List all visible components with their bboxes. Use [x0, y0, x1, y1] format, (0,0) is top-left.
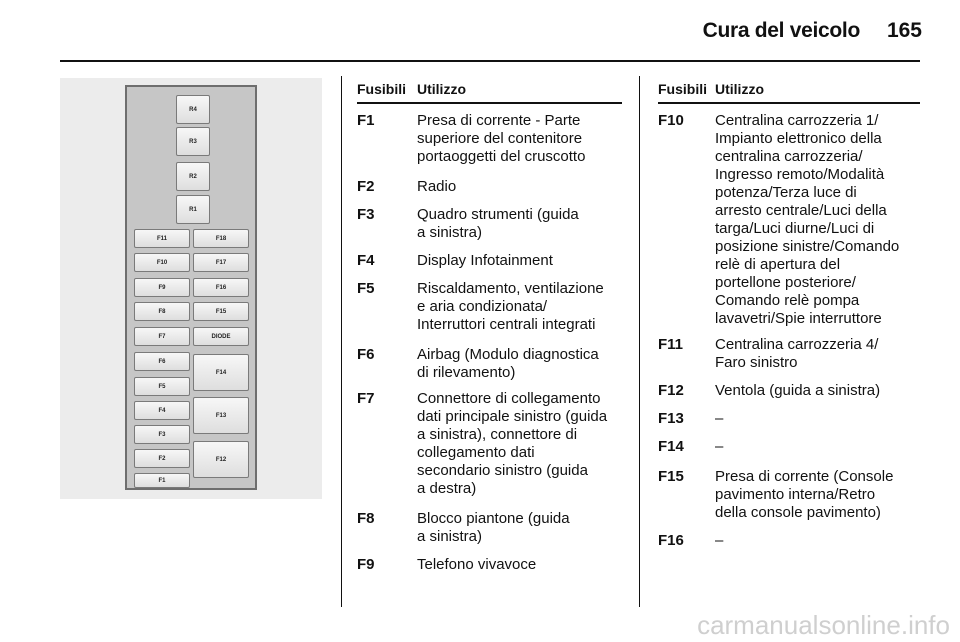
fuse-f2: F2 — [134, 449, 190, 468]
fuse-f17: F17 — [193, 253, 249, 272]
table-header — [357, 78, 622, 104]
fuse-use: Quadro strumenti (guida a sinistra) — [417, 206, 579, 241]
fuse-f15: F15 — [193, 302, 249, 321]
fuse-use: – — [715, 532, 724, 549]
fuse-use: – — [715, 438, 724, 455]
fuse-id: F10 — [658, 112, 684, 129]
fuse-id: F14 — [658, 438, 684, 455]
fuse-use: Riscaldamento, ventilazione e aria condizionata/ Interruttori centrali integrati — [417, 280, 604, 333]
column-divider-left — [341, 76, 342, 607]
fuse-id: F2 — [357, 178, 375, 195]
diode: DIODE — [193, 327, 249, 346]
fuse-f1: F1 — [134, 473, 190, 488]
fuse-f13: F13 — [193, 397, 249, 434]
fuse-f9: F9 — [134, 278, 190, 297]
fuse-f18: F18 — [193, 229, 249, 248]
fuse-f8: F8 — [134, 302, 190, 321]
fuse-f14: F14 — [193, 354, 249, 391]
fuse-id: F9 — [357, 556, 375, 573]
fuse-id: F13 — [658, 410, 684, 427]
column-header-fuse: Fusibili — [357, 81, 406, 97]
watermark: carmanualsonline.info — [697, 610, 950, 640]
column-header-fuse: Fusibili — [658, 81, 707, 97]
fuse-f3: F3 — [134, 425, 190, 444]
page-title: Cura del veicolo — [702, 19, 860, 42]
fuse-id: F11 — [658, 336, 684, 353]
fuse-use: Centralina carrozzeria 1/ Impianto elettronico della centralina carrozzeria/ Ingresso remoto/Modalità potenza/Terza luce di arresto centrale/Luci della targa/Luci diurne/Luci di posizione sinistre/Comando relè di apertura del portellone posteriore/ Comando relè pompa lavavetri/Spie interruttore — [715, 112, 900, 327]
column-header-use: Utilizzo — [417, 81, 466, 97]
fuse-box-diagram — [60, 78, 322, 499]
relay-r3: R3 — [176, 127, 210, 156]
fuse-f12: F12 — [193, 441, 249, 478]
fuse-box-outline — [125, 85, 257, 490]
fuse-use: Ventola (guida a sinistra) — [715, 382, 881, 399]
fuse-id: F15 — [658, 468, 684, 485]
fuse-f7: F7 — [134, 327, 190, 346]
column-divider-right — [639, 76, 640, 607]
fuse-id: F16 — [658, 532, 684, 549]
fuse-id: F5 — [357, 280, 375, 297]
fuse-use: Presa di corrente (Console pavimento interna/Retro della console pavimento) — [715, 468, 894, 521]
header-divider — [60, 60, 920, 62]
fuse-f11: F11 — [134, 229, 190, 248]
fuse-use: Airbag (Modulo diagnostica di rilevamento) — [417, 346, 599, 381]
fuse-id: F1 — [357, 112, 375, 129]
relay-r1: R1 — [176, 195, 210, 224]
fuse-use: Display Infotainment — [417, 252, 553, 269]
fuse-use: – — [715, 410, 724, 427]
fuse-id: F6 — [357, 346, 375, 363]
fuse-use: Connettore di collegamento dati principale sinistro (guida a sinistra), connettore di collegamento dati secondario sinistro (guida a destra) — [417, 390, 608, 497]
fuse-f16: F16 — [193, 278, 249, 297]
table-header — [658, 78, 920, 104]
fuse-table-left — [357, 78, 622, 573]
relay-r4: R4 — [176, 95, 210, 124]
relay-r2: R2 — [176, 162, 210, 191]
fuse-table-right — [658, 78, 920, 549]
fuse-use: Presa di corrente - Parte superiore del contenitore portaoggetti del cruscotto — [417, 112, 586, 165]
fuse-f6: F6 — [134, 352, 190, 371]
fuse-use: Radio — [417, 178, 457, 195]
fuse-f5: F5 — [134, 377, 190, 396]
fuse-use: Blocco piantone (guida a sinistra) — [417, 510, 570, 545]
column-header-use: Utilizzo — [715, 81, 764, 97]
fuse-use: Telefono vivavoce — [417, 556, 537, 573]
fuse-use: Centralina carrozzeria 4/ Faro sinistro — [715, 336, 879, 371]
fuse-id: F4 — [357, 252, 375, 269]
fuse-id: F7 — [357, 390, 375, 407]
fuse-f4: F4 — [134, 401, 190, 420]
fuse-f10: F10 — [134, 253, 190, 272]
fuse-id: F12 — [658, 382, 684, 399]
fuse-id: F8 — [357, 510, 375, 527]
page-number: 165 — [886, 19, 922, 42]
fuse-id: F3 — [357, 206, 375, 223]
